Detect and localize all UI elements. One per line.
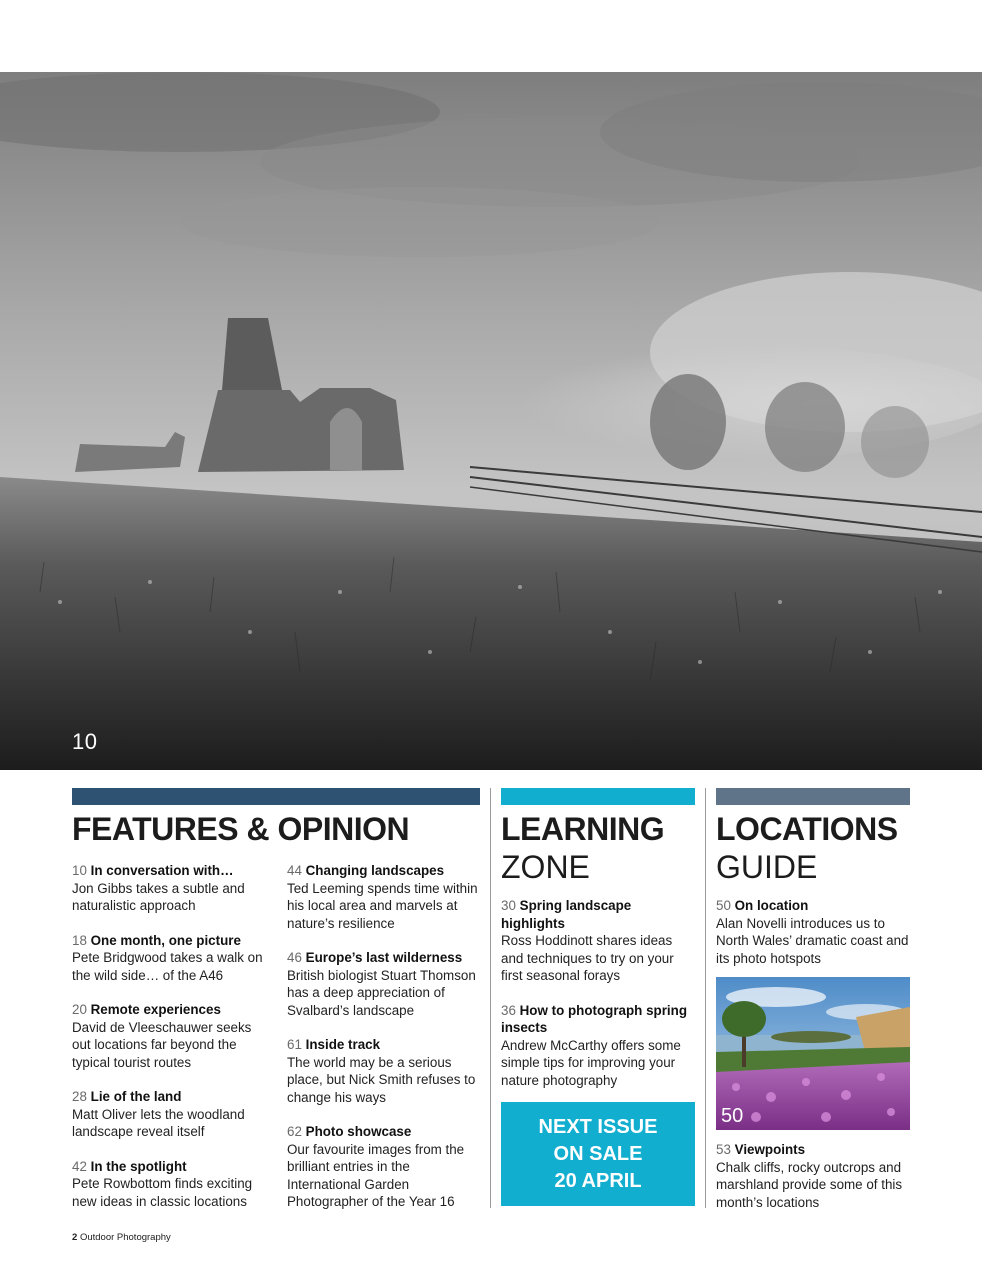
item-title: Inside track: [305, 1037, 381, 1052]
contents-item[interactable]: [716, 1141, 912, 1211]
column-divider: [705, 788, 706, 1208]
locations-heading: [716, 810, 898, 886]
learning-heading: [501, 810, 664, 886]
item-page: 10: [72, 863, 87, 878]
contents-item[interactable]: [501, 897, 697, 985]
item-title: Viewpoints: [734, 1142, 806, 1157]
learning-title: LEARNING: [501, 811, 665, 847]
contents-item[interactable]: [287, 1123, 483, 1211]
location-thumbnail[interactable]: [716, 977, 910, 1130]
hero-page-number: 10: [72, 729, 98, 754]
learning-color-bar: [501, 788, 695, 805]
next-issue-line-2: ON SALE: [553, 1142, 643, 1165]
item-description: Andrew McCarthy offers some simple tips for improving your nature photography: [501, 1037, 681, 1088]
item-title: Lie of the land: [90, 1089, 182, 1104]
learning-subtitle: ZONE: [501, 849, 590, 885]
item-description: Pete Rowbottom finds exciting new ideas in classic locations: [72, 1176, 253, 1209]
item-description: Jon Gibbs takes a subtle and naturalistic approach: [72, 880, 245, 913]
thumbnail-page-number: 50: [721, 1105, 744, 1127]
item-description: Ross Hoddinott shares ideas and techniques to try on your first seasonal forays: [501, 933, 674, 983]
contents-item[interactable]: [72, 1158, 268, 1211]
hero-photo: [0, 72, 982, 770]
next-issue-line-3: 20 APRIL: [554, 1169, 642, 1192]
contents-item[interactable]: [72, 862, 268, 915]
next-issue-box: [501, 1102, 695, 1206]
learning-column: [501, 897, 697, 1106]
item-description: Alan Novelli introduces us to North Wales’ dramatic coast and its photo hotspots: [716, 915, 909, 966]
contents-item[interactable]: [72, 932, 268, 985]
item-page: 18: [72, 932, 87, 948]
locations-column-lower: [716, 1141, 912, 1228]
item-description: Matt Oliver lets the woodland landscape reveal itself: [72, 1106, 245, 1139]
item-page: 61: [287, 1037, 302, 1052]
contents-item[interactable]: [72, 1088, 268, 1141]
column-divider: [490, 788, 491, 1208]
item-title: Remote experiences: [90, 1002, 221, 1017]
features-column-1: [72, 862, 268, 1227]
features-heading: [72, 810, 409, 848]
item-title: In the spotlight: [90, 1158, 187, 1174]
hero-landscape-image: [0, 72, 982, 770]
locations-color-bar: [716, 788, 910, 805]
contents-item[interactable]: [72, 1001, 268, 1071]
item-title: Photo showcase: [305, 1124, 412, 1139]
features-column-2: [287, 862, 483, 1228]
features-color-bar: [72, 788, 480, 805]
item-description: Chalk cliffs, rocky outcrops and marshland provide some of this month’s locations: [716, 1159, 903, 1210]
page-footer: [72, 1232, 171, 1243]
item-title: Spring landscape highlights: [501, 898, 632, 931]
item-description: Pete Bridgwood takes a walk on the wild side… of the A46: [72, 950, 263, 983]
item-title: One month, one picture: [90, 932, 241, 948]
item-title: How to photograph spring insects: [501, 1002, 687, 1035]
item-description: The world may be a serious place, but Nick Smith refuses to change his ways: [287, 1054, 476, 1105]
item-title: On location: [734, 898, 809, 913]
item-page: 30: [501, 898, 516, 913]
contents-item[interactable]: [501, 1002, 697, 1090]
item-description: British biologist Stuart Thomson has a deep appreciation of Svalbard’s landscape: [287, 967, 476, 1018]
contents-item[interactable]: [287, 862, 483, 932]
features-title: FEATURES & OPINION: [72, 811, 410, 847]
item-page: 50: [716, 898, 731, 913]
footer-magazine-name: Outdoor Photography: [79, 1232, 171, 1243]
locations-column: [716, 897, 912, 984]
contents-item[interactable]: [287, 949, 483, 1019]
item-title: Changing landscapes: [305, 863, 445, 878]
contents-item[interactable]: [716, 897, 912, 967]
item-description: Our favourite images from the brilliant entries in the International Garden Photographer of the Year 16: [287, 1141, 465, 1209]
item-description: Ted Leeming spends time within his local area and marvels at nature’s resilience: [287, 880, 478, 931]
item-page: 36: [501, 1002, 516, 1018]
item-page: 53: [716, 1142, 731, 1157]
item-page: 46: [287, 950, 302, 965]
item-title: In conversation with…: [90, 863, 234, 878]
locations-title: LOCATIONS: [716, 811, 898, 847]
item-page: 44: [287, 863, 302, 878]
coastal-heather-image: [716, 977, 910, 1130]
item-page: 28: [72, 1089, 87, 1104]
footer-page-number: 2: [72, 1232, 78, 1243]
item-title: Europe’s last wilderness: [305, 950, 463, 965]
item-page: 62: [287, 1124, 302, 1139]
next-issue-line-1: NEXT ISSUE: [538, 1115, 658, 1138]
item-page: 20: [72, 1002, 87, 1017]
locations-subtitle: GUIDE: [716, 849, 818, 885]
item-page: 42: [72, 1158, 87, 1174]
contents-item[interactable]: [287, 1036, 483, 1106]
item-description: David de Vleeschauwer seeks out locations far beyond the typical tourist routes: [72, 1019, 252, 1070]
